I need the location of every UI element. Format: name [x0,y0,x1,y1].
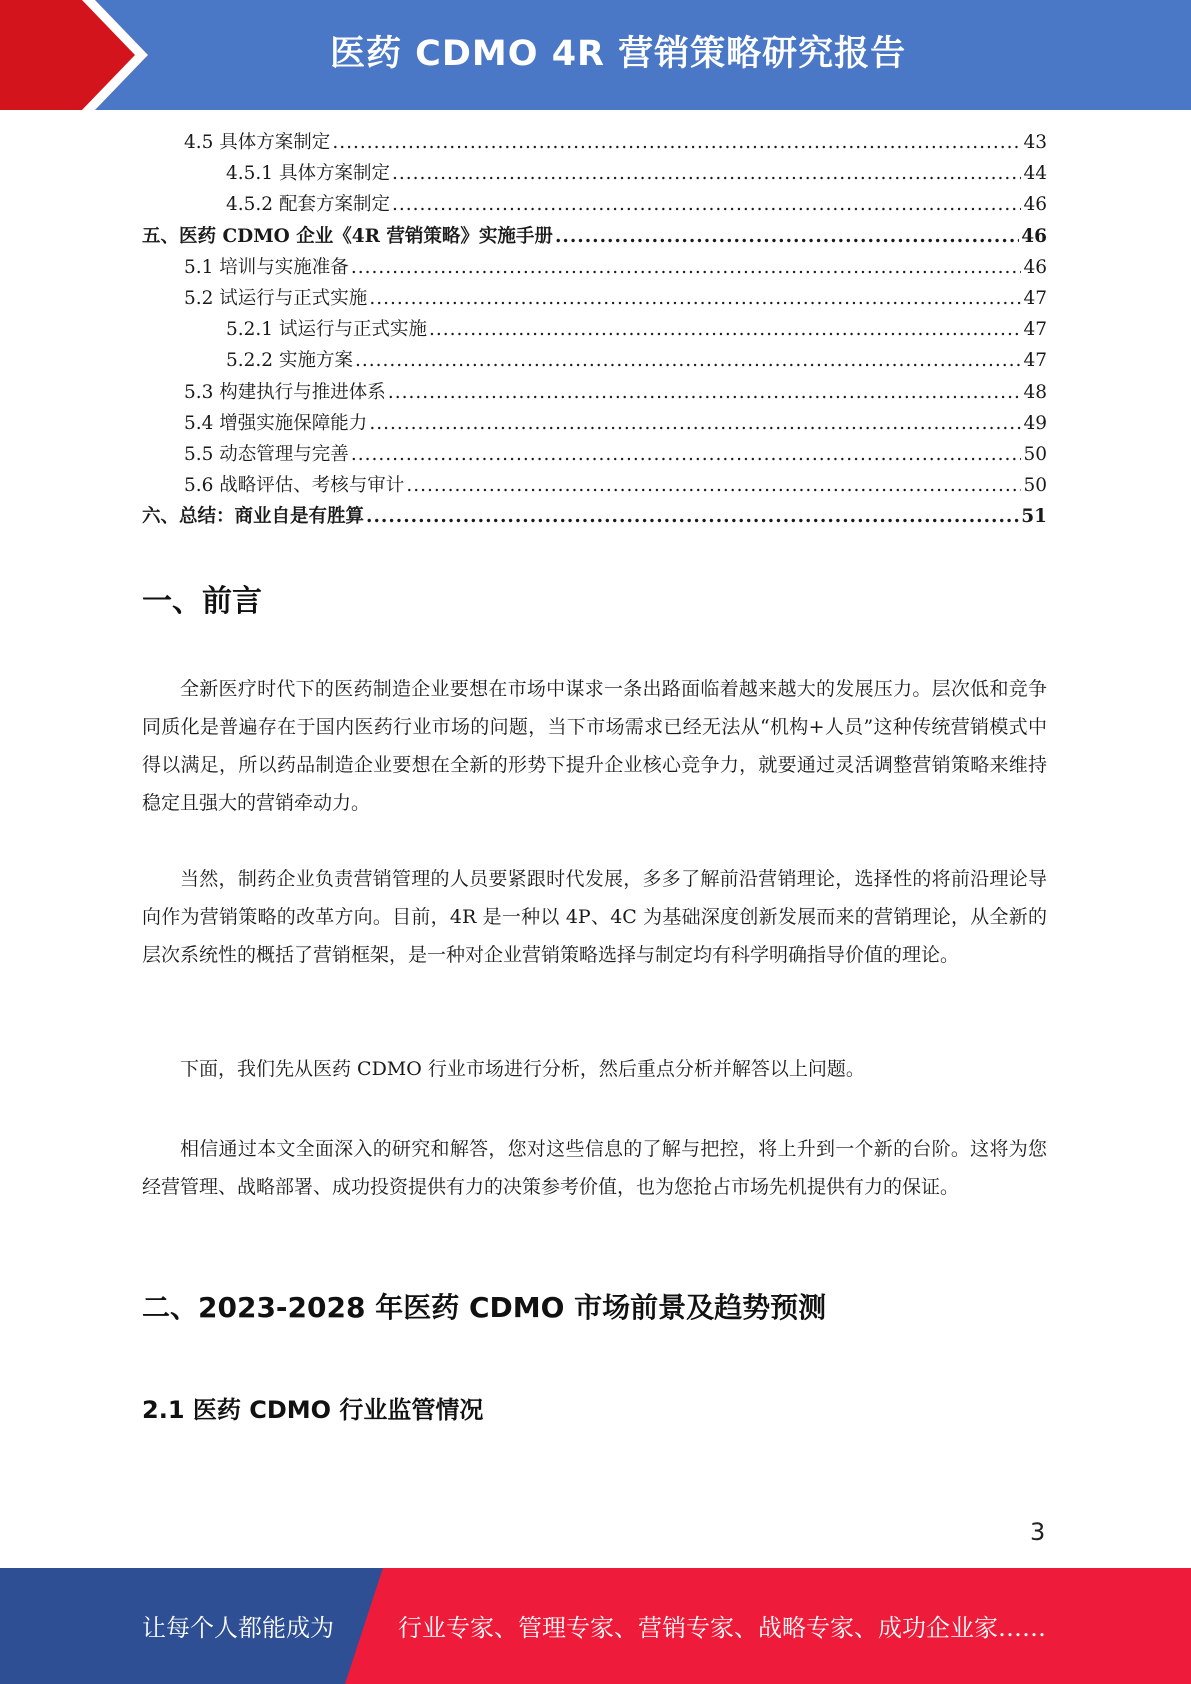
toc-entry-label: 五、医药 CDMO 企业《4R 营销策略》实施手册 [142,225,553,247]
toc-entry-label: 4.5.2 配套方案制定 [226,194,390,216]
footer-slogan-right: 行业专家、管理专家、营销专家、战略专家、成功企业家…… [398,1614,1046,1642]
toc-entry-chapter[interactable] [142,502,1047,533]
toc-entry-page: 46 [1023,256,1047,278]
toc-entry-page: 50 [1023,443,1047,465]
toc-entry[interactable] [142,409,1047,440]
toc-entry-page: 44 [1023,163,1047,185]
report-title: 医药 CDMO 4R 营销策略研究报告 [330,34,907,74]
section-heading-preface: 一、前言 [142,584,262,619]
toc-entry-page: 48 [1023,381,1047,403]
toc-leader-dots [369,288,1021,309]
toc-entry-label: 5.2 试运行与正式实施 [184,287,368,309]
toc-leader-dots [355,350,1022,371]
section-heading-market-outlook: 二、2023-2028 年医药 CDMO 市场前景及趋势预测 [142,1291,827,1324]
body-paragraph: 当然，制药企业负责营销管理的人员要紧跟时代发展，多多了解前沿营销理论，选择性的将前沿理论导向作为营销策略的改革方向。目前，4R 是一种以 4P、4C 为基础深度创新发展而来的营销理论，从全新的层次系统性的概括了营销框架，是一种对企业营销策略选择与制定均有科学明确指导价值的理论。 [142,868,1047,966]
toc-leader-dots [555,226,1019,247]
toc-entry-page: 51 [1021,506,1047,528]
toc-entry-label: 六、总结：商业自是有胜算 [142,506,365,528]
toc-leader-dots [332,132,1021,153]
body-paragraph: 下面，我们先从医药 CDMO 行业市场进行分析，然后重点分析并解答以上问题。 [180,1058,865,1080]
page-header [0,0,1191,110]
toc-entry-label: 5.4 增强实施保障能力 [184,412,368,434]
footer-slogan-left: 让每个人都能成为 [142,1614,334,1642]
toc-entry[interactable] [142,440,1047,471]
table-of-contents [142,128,1047,533]
toc-entry-label: 5.2.1 试运行与正式实施 [226,319,427,341]
page-number: 3 [1030,1518,1046,1546]
toc-entry-page: 46 [1021,225,1047,247]
page-footer [0,1568,1191,1684]
toc-entry[interactable] [142,315,1047,346]
toc-entry[interactable] [142,378,1047,409]
toc-entry-page: 49 [1023,412,1047,434]
toc-entry-label: 5.6 战略评估、考核与审计 [184,475,405,497]
header-red-arrow [0,0,148,110]
toc-entry[interactable] [142,253,1047,284]
toc-leader-dots [351,257,1022,278]
toc-entry-page: 46 [1023,194,1047,216]
subsection-heading-regulation: 2.1 医药 CDMO 行业监管情况 [142,1396,484,1424]
toc-leader-dots [388,382,1022,403]
toc-entry-page: 47 [1023,319,1047,341]
toc-leader-dots [366,506,1019,527]
toc-entry-label: 5.1 培训与实施准备 [184,256,349,278]
toc-entry-label: 5.5 动态管理与完善 [184,443,349,465]
toc-leader-dots [369,413,1021,434]
toc-leader-dots [392,194,1021,215]
toc-entry-page: 47 [1023,287,1047,309]
toc-entry[interactable] [142,284,1047,315]
body-paragraph: 相信通过本文全面深入的研究和解答，您对这些信息的了解与把控，将上升到一个新的台阶。这将为您经营管理、战略部署、成功投资提供有力的决策参考价值，也为您抢占市场先机提供有力的保证。 [142,1138,1047,1198]
toc-leader-dots [406,475,1021,496]
toc-entry-page: 43 [1023,132,1047,153]
toc-leader-dots [392,163,1021,184]
toc-entry-page: 50 [1023,475,1047,497]
toc-leader-dots [351,444,1022,465]
toc-entry[interactable] [142,190,1047,221]
toc-entry[interactable] [142,346,1047,377]
toc-entry[interactable] [142,159,1047,190]
toc-entry-label: 5.3 构建执行与推进体系 [184,381,386,403]
toc-entry-label: 4.5.1 具体方案制定 [226,163,390,185]
body-paragraph: 全新医疗时代下的医药制造企业要想在市场中谋求一条出路面临着越来越大的发展压力。层次低和竞争同质化是普遍存在于国内医药行业市场的问题，当下市场需求已经无法从“机构+人员”这种传统营销模式中得以满足，所以药品制造企业要想在全新的形势下提升企业核心竞争力，就要通过灵活调整营销策略来维持稳定且强大的营销牵动力。 [142,678,1047,814]
toc-entry[interactable] [142,128,1047,159]
toc-leader-dots [429,319,1021,340]
toc-entry-chapter[interactable] [142,222,1047,253]
toc-entry-label: 5.2.2 实施方案 [226,350,353,372]
toc-entry-page: 47 [1023,350,1047,372]
toc-entry-label: 4.5 具体方案制定 [184,132,331,153]
toc-entry[interactable] [142,471,1047,502]
